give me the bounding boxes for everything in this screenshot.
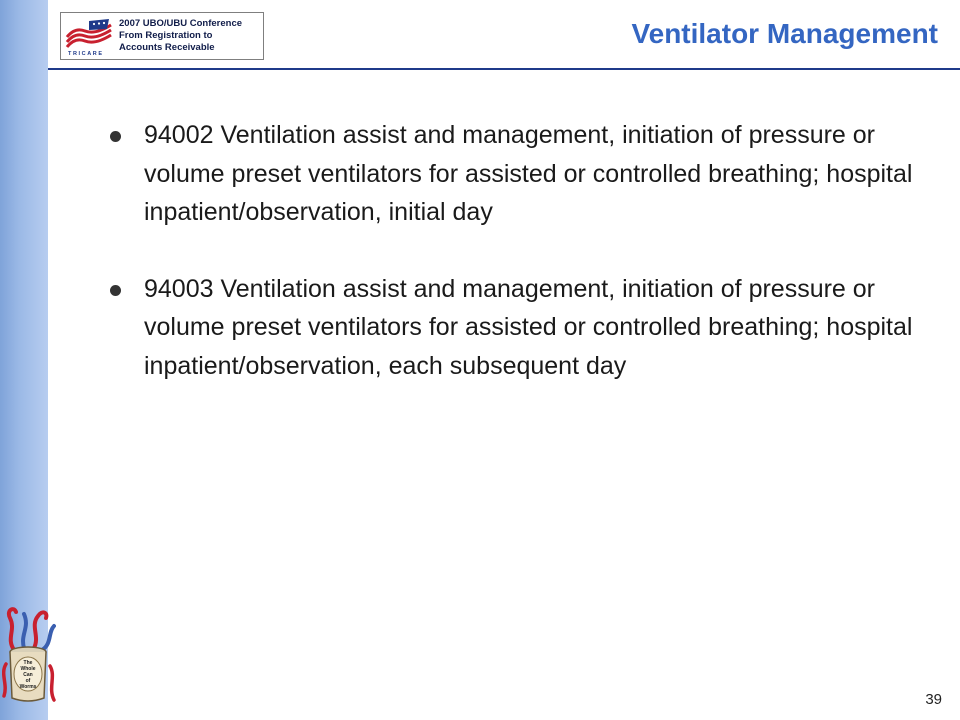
tricare-flag-icon	[65, 17, 115, 57]
conference-line-1: 2007 UBO/UBU Conference	[119, 18, 243, 29]
mascot-label-2: Whole	[20, 666, 36, 672]
mascot-label-5: Worms	[19, 684, 37, 690]
bullet-dot-icon	[110, 131, 121, 142]
mascot-label-4: of	[25, 678, 31, 684]
conference-line-2: From Registration to	[119, 30, 213, 41]
header-divider	[48, 68, 960, 70]
bullet-item-94002	[106, 116, 926, 232]
bullet-text: 94002 Ventilation assist and management, initiation of pressure or volume preset ventilators for assisted or controlled breathing; hospital inpatient/observation, initial day	[144, 121, 913, 226]
conference-name	[119, 18, 265, 54]
conference-logo	[60, 12, 264, 60]
bullet-dot-icon	[110, 285, 121, 296]
bullet-text: 94003 Ventilation assist and management, initiation of pressure or volume preset ventilators for assisted or controlled breathing; hospital inpatient/observation, each subsequent day	[144, 274, 913, 380]
conference-line-3: Accounts Receivable	[119, 42, 215, 53]
page-number: 39	[925, 691, 942, 708]
tricare-brand-text: TRICARE	[68, 51, 104, 57]
bullet-item-94003	[106, 270, 926, 386]
mascot-label-3: Can	[23, 672, 33, 678]
mascot-label-1: The	[23, 660, 33, 666]
can-of-worms-icon	[2, 604, 56, 708]
bullet-list	[106, 116, 926, 385]
slide-title: Ventilator Management	[631, 18, 938, 49]
